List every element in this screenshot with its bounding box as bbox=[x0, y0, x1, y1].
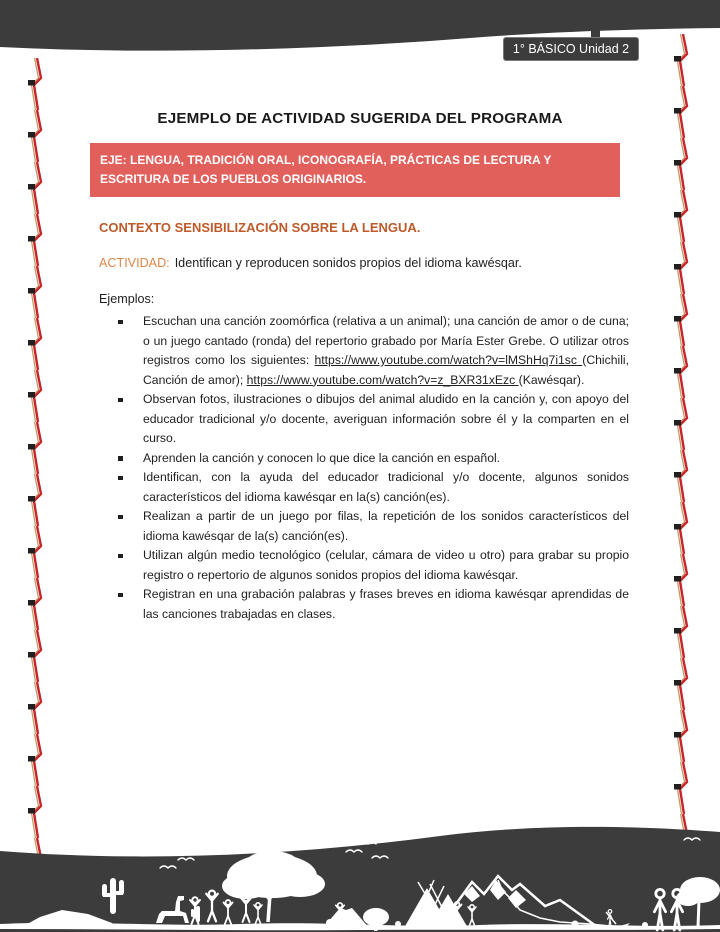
bullet-item bbox=[117, 546, 629, 585]
bullet-item bbox=[117, 507, 629, 546]
contexto-heading: CONTEXTO SENSIBILIZACIÓN SOBRE LA LENGUA. bbox=[99, 220, 421, 235]
bullet-text: Escuchan una canción zoomórfica (relativa a un animal); una canción de amor o de cuna; o un juego cantado (ronda) del repertorio grabado por María Ester Grebe. O utilizar otros registros como los siguientes: bbox=[143, 314, 629, 367]
bullet-text: Identifican, con la ayuda del educador tradicional y/o docente, algunos sonidos característicos del idioma kawésqar en la(s) canción(es). bbox=[143, 470, 629, 504]
footer-landscape-silhouette bbox=[0, 820, 720, 932]
ejemplos-label: Ejemplos: bbox=[99, 292, 155, 306]
unit-badge bbox=[503, 37, 639, 61]
unit-badge-label: 1° BÁSICO Unidad 2 bbox=[512, 42, 630, 56]
page-title: EJEMPLO DE ACTIVIDAD SUGERIDA DEL PROGRAMA bbox=[157, 110, 563, 127]
bullet-text: Utilizan algún medio tecnológico (celular, cámara de video u otro) para grabar su propio registro o repertorio de algunos sonidos propios del idioma kawésqar. bbox=[143, 548, 629, 582]
eje-banner-text: EJE: LENGUA, TRADICIÓN ORAL, ICONOGRAFÍA, PRÁCTICAS DE LECTURA Y ESCRITURA DE LOS PUEBLOS ORIGINARIOS. bbox=[100, 153, 552, 187]
bullet-item bbox=[117, 468, 629, 507]
bullet-list bbox=[117, 312, 629, 624]
bullet-item bbox=[117, 312, 629, 390]
youtube-link[interactable]: https://www.youtube.com/watch?v=lMShHq7i1sc bbox=[314, 353, 583, 367]
zigzag-pattern-icon bbox=[26, 58, 48, 857]
bullet-text: (Chichili, Canción de amor); bbox=[143, 353, 629, 387]
bullet-text: (Kawésqar). bbox=[518, 372, 585, 387]
bullet-text: Realizan a partir de un juego por filas, la repetición de los sonidos característicos del idioma kawésqar de la(s) canción(es). bbox=[143, 509, 629, 543]
right-textile-border bbox=[672, 34, 694, 852]
youtube-link[interactable]: https://www.youtube.com/watch?v=z_BXR31xEzc bbox=[246, 372, 519, 387]
actividad-text: Identifican y reproducen sonidos propios del idioma kawésqar. bbox=[174, 256, 522, 270]
actividad-line bbox=[99, 256, 522, 270]
bullet-text: Registran en una grabación palabras y frases breves en idioma kawésqar aprendidas de las canciones trabajadas en clases. bbox=[143, 587, 629, 621]
bullet-item bbox=[117, 390, 629, 449]
actividad-label: ACTIVIDAD: bbox=[99, 256, 170, 270]
zigzag-pattern-icon bbox=[672, 34, 694, 852]
eje-banner bbox=[90, 143, 620, 197]
footer-band bbox=[0, 827, 720, 932]
bullet-text: Aprenden la canción y conocen lo que dice la canción en español. bbox=[143, 450, 501, 465]
bullet-item bbox=[117, 449, 629, 469]
left-textile-border bbox=[26, 58, 48, 857]
bullet-item bbox=[117, 585, 629, 624]
bullet-text: Observan fotos, ilustraciones o dibujos del animal aludido en la canción y, con apoyo del educador tradicional y/o docente, averiguan información sobre él y la comparten en el curso. bbox=[143, 392, 629, 445]
